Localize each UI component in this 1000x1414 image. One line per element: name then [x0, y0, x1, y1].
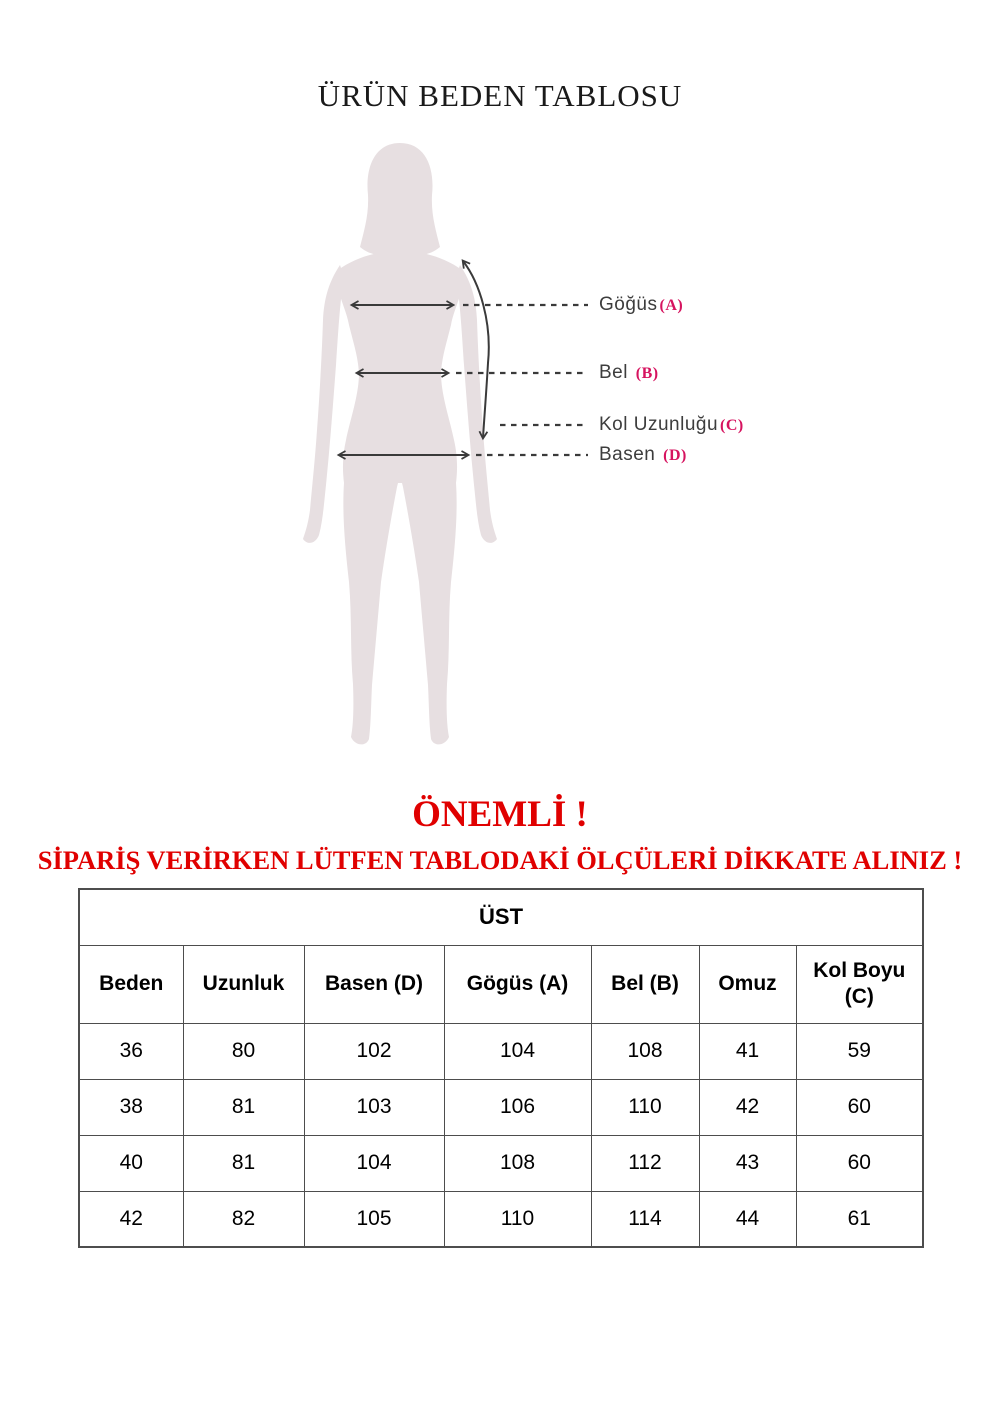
column-header-bel: Bel (B) [591, 945, 699, 1023]
table-row [79, 1023, 923, 1079]
table-cell: 106 [444, 1079, 591, 1135]
measurement-label-bel [599, 362, 659, 384]
table-row [79, 1191, 923, 1247]
column-header-omuz: Omuz [699, 945, 796, 1023]
table-cell: 110 [444, 1191, 591, 1247]
measurement-letter: (A) [659, 297, 684, 314]
table-group-header-row [79, 889, 923, 945]
table-cell: 43 [699, 1135, 796, 1191]
table-row [79, 1135, 923, 1191]
table-cell: 80 [183, 1023, 304, 1079]
table-cell: 114 [591, 1191, 699, 1247]
measurement-letter: (D) [663, 447, 687, 464]
table-cell: 41 [699, 1023, 796, 1079]
table-cell: 108 [591, 1023, 699, 1079]
table-cell: 108 [444, 1135, 591, 1191]
woman-silhouette [303, 143, 497, 744]
table-cell: 81 [183, 1135, 304, 1191]
table-cell: 59 [796, 1023, 923, 1079]
table-cell: 110 [591, 1079, 699, 1135]
table-cell: 104 [304, 1135, 444, 1191]
measurement-name: Basen [599, 444, 656, 465]
measurement-name: Bel [599, 362, 628, 383]
measurement-label-gogus [599, 294, 683, 316]
important-heading: ÖNEMLİ ! [412, 794, 588, 835]
column-header-uzunluk: Uzunluk [183, 945, 304, 1023]
column-header-basen: Basen (D) [304, 945, 444, 1023]
measurement-name: Kol Uzunluğu [599, 414, 719, 435]
table-cell: 102 [304, 1023, 444, 1079]
measurement-name: Göğüs [599, 294, 658, 315]
table-cell: 81 [183, 1079, 304, 1135]
table-cell: 82 [183, 1191, 304, 1247]
table-group-header: ÜST [79, 889, 923, 945]
table-cell: 104 [444, 1023, 591, 1079]
order-warning-text: SİPARİŞ VERİRKEN LÜTFEN TABLODAKİ ÖLÇÜLERİ DİKKATE ALINIZ ! [37, 845, 963, 875]
table-cell: 38 [79, 1079, 183, 1135]
table-cell: 60 [796, 1079, 923, 1135]
table-cell: 112 [591, 1135, 699, 1191]
table-cell: 36 [79, 1023, 183, 1079]
page-title: ÜRÜN BEDEN TABLOSU [317, 78, 683, 113]
silhouette-figure [280, 135, 600, 760]
measurement-letter: (B) [635, 365, 659, 382]
table-row [79, 1079, 923, 1135]
table-cell: 103 [304, 1079, 444, 1135]
table-cell: 60 [796, 1135, 923, 1191]
measurement-label-basen [599, 444, 687, 466]
table-cell: 105 [304, 1191, 444, 1247]
column-header-kol-boyu: Kol Boyu (C) [796, 945, 923, 1023]
column-header-beden: Beden [79, 945, 183, 1023]
table-cell: 44 [699, 1191, 796, 1247]
size-table [78, 888, 924, 1248]
measurement-label-kol-uzunlugu [599, 414, 744, 436]
table-cell: 42 [79, 1191, 183, 1247]
table-cell: 61 [796, 1191, 923, 1247]
table-cell: 40 [79, 1135, 183, 1191]
table-cell: 42 [699, 1079, 796, 1135]
measurement-letter: (C) [720, 417, 744, 434]
column-header-gogus: Gögüs (A) [444, 945, 591, 1023]
table-column-header-row [79, 945, 923, 1023]
